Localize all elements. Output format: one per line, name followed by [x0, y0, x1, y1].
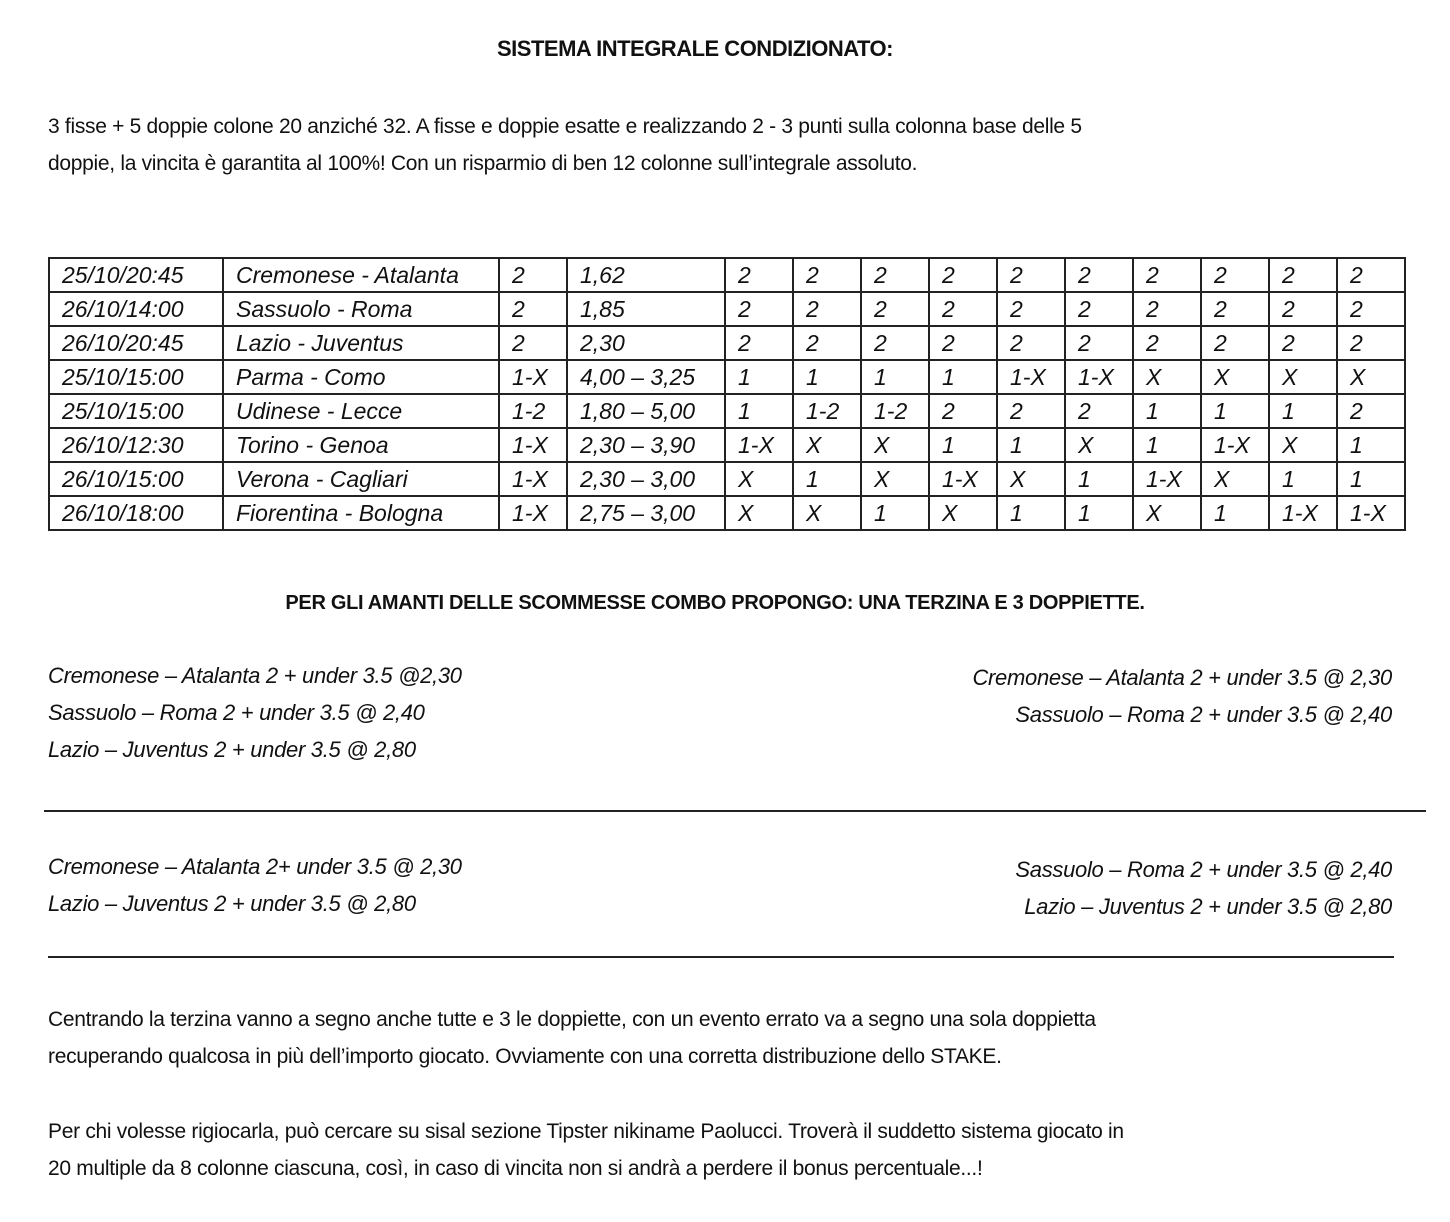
doppietta-3-block: [1015, 851, 1392, 925]
paragraph-line: recuperando qualcosa in più dell’importo giocato. Ovviamente con una corretta distribuzione dello STAKE.: [48, 1045, 1002, 1068]
paragraph-line: 20 multiple da 8 colonne ciascuna, così, in caso di vincita non si andrà a perdere il bonus percentuale...!: [48, 1157, 983, 1180]
system-column-cell: 2: [725, 292, 793, 326]
system-column-cell: 1: [793, 360, 861, 394]
match-name: Udinese - Lecce: [223, 394, 499, 428]
match-name: Parma - Como: [223, 360, 499, 394]
table-row: [49, 462, 1405, 496]
system-column-cell: 2: [1337, 394, 1405, 428]
system-column-cell: 2: [1201, 258, 1269, 292]
system-column-cell: 1: [1065, 496, 1133, 530]
match-pick: 1-2: [499, 394, 567, 428]
match-date: 26/10/18:00: [49, 496, 223, 530]
system-column-cell: 2: [997, 292, 1065, 326]
table-row: [49, 326, 1405, 360]
table-row: [49, 394, 1405, 428]
system-column-cell: 2: [793, 292, 861, 326]
match-date: 26/10/14:00: [49, 292, 223, 326]
system-column-cell: 1-X: [1201, 428, 1269, 462]
match-date: 25/10/20:45: [49, 258, 223, 292]
system-column-cell: X: [1269, 360, 1337, 394]
system-column-cell: 1-2: [793, 394, 861, 428]
system-column-cell: 2: [1269, 292, 1337, 326]
paragraph-line: Per chi volesse rigiocarla, può cercare su sisal sezione Tipster nikiname Paolucci. Troverà il suddetto sistema giocato in: [48, 1120, 1124, 1143]
system-column-cell: X: [1201, 462, 1269, 496]
system-column-cell: 1: [1065, 462, 1133, 496]
combo-line: Cremonese – Atalanta 2+ under 3.5 @ 2,30: [48, 854, 462, 879]
match-date: 26/10/20:45: [49, 326, 223, 360]
system-column-cell: 2: [1337, 258, 1405, 292]
match-name: Fiorentina - Bologna: [223, 496, 499, 530]
system-column-cell: 1: [1269, 394, 1337, 428]
combo-line: Sassuolo – Roma 2 + under 3.5 @ 2,40: [48, 700, 425, 725]
match-odds: 4,00 – 3,25: [567, 360, 725, 394]
paragraph-line: Centrando la terzina vanno a segno anche tutte e 3 le doppiette, con un evento errato va a segno una sola doppietta: [48, 1008, 1096, 1031]
doppietta-2-block: [48, 848, 462, 922]
match-name: Torino - Genoa: [223, 428, 499, 462]
table-row: [49, 258, 1405, 292]
combo-line: Lazio – Juventus 2 + under 3.5 @ 2,80: [48, 891, 416, 916]
system-column-cell: 1: [929, 360, 997, 394]
system-column-cell: X: [1133, 360, 1201, 394]
system-column-cell: 2: [1269, 326, 1337, 360]
document-title: SISTEMA INTEGRALE CONDIZIONATO:: [497, 36, 893, 61]
system-column-cell: 2: [1065, 292, 1133, 326]
system-column-cell: X: [1201, 360, 1269, 394]
divider: [48, 956, 1394, 958]
system-column-cell: 2: [929, 292, 997, 326]
system-column-cell: 1: [997, 428, 1065, 462]
system-column-cell: X: [1269, 428, 1337, 462]
system-column-cell: 1: [725, 360, 793, 394]
match-date: 26/10/12:30: [49, 428, 223, 462]
match-name: Lazio - Juventus: [223, 326, 499, 360]
match-pick: 1-X: [499, 496, 567, 530]
match-odds: 2,75 – 3,00: [567, 496, 725, 530]
system-column-cell: 1: [1337, 462, 1405, 496]
system-column-cell: 2: [725, 326, 793, 360]
combo-title: PER GLI AMANTI DELLE SCOMMESSE COMBO PROPONGO: UNA TERZINA E 3 DOPPIETTE.: [285, 592, 1145, 614]
system-column-cell: 1: [793, 462, 861, 496]
system-column-cell: 1: [929, 428, 997, 462]
system-column-cell: 2: [929, 394, 997, 428]
table-row: [49, 292, 1405, 326]
system-column-cell: X: [725, 496, 793, 530]
system-column-cell: 2: [861, 258, 929, 292]
combo-line: Cremonese – Atalanta 2 + under 3.5 @2,30: [48, 663, 462, 688]
combo-line: Lazio – Juventus 2 + under 3.5 @ 2,80: [1024, 894, 1392, 919]
match-pick: 2: [499, 258, 567, 292]
system-column-cell: 1-2: [861, 394, 929, 428]
system-column-cell: X: [793, 496, 861, 530]
system-column-cell: 2: [1065, 326, 1133, 360]
combo-line: Sassuolo – Roma 2 + under 3.5 @ 2,40: [1015, 702, 1392, 727]
match-odds: 2,30 – 3,90: [567, 428, 725, 462]
system-column-cell: 2: [861, 292, 929, 326]
system-column-cell: X: [793, 428, 861, 462]
system-column-cell: 2: [1201, 292, 1269, 326]
system-column-cell: 2: [997, 258, 1065, 292]
match-odds: 1,80 – 5,00: [567, 394, 725, 428]
match-pick: 1-X: [499, 428, 567, 462]
system-column-cell: 1: [1337, 428, 1405, 462]
table-row: [49, 496, 1405, 530]
system-column-cell: X: [929, 496, 997, 530]
intro-line: 3 fisse + 5 doppie colone 20 anziché 32. A fisse e doppie esatte e realizzando 2 - 3 punti sulla colonna base delle 5: [48, 115, 1082, 138]
system-column-cell: 2: [861, 326, 929, 360]
system-column-cell: 2: [1065, 258, 1133, 292]
table-row: [49, 428, 1405, 462]
system-column-cell: 1: [1269, 462, 1337, 496]
match-pick: 2: [499, 292, 567, 326]
system-column-cell: 2: [793, 326, 861, 360]
match-odds: 2,30 – 3,00: [567, 462, 725, 496]
match-odds: 2,30: [567, 326, 725, 360]
system-column-cell: X: [725, 462, 793, 496]
table-row: [49, 360, 1405, 394]
match-pick: 1-X: [499, 462, 567, 496]
system-column-cell: 2: [1337, 326, 1405, 360]
system-column-cell: 1-X: [1065, 360, 1133, 394]
system-column-cell: 2: [997, 394, 1065, 428]
intro-paragraph: [48, 108, 1398, 182]
system-column-cell: X: [1337, 360, 1405, 394]
system-column-cell: 1-X: [1269, 496, 1337, 530]
system-column-cell: 1: [1201, 496, 1269, 530]
system-column-cell: 1-X: [1133, 462, 1201, 496]
system-column-cell: 2: [1337, 292, 1405, 326]
match-name: Verona - Cagliari: [223, 462, 499, 496]
match-date: 25/10/15:00: [49, 394, 223, 428]
system-column-cell: 1: [861, 496, 929, 530]
system-column-cell: 1-X: [929, 462, 997, 496]
system-column-cell: 2: [929, 258, 997, 292]
explanation-paragraph: [48, 1001, 1428, 1075]
combo-line: Sassuolo – Roma 2 + under 3.5 @ 2,40: [1015, 857, 1392, 882]
system-column-cell: 2: [1133, 326, 1201, 360]
system-column-cell: 1: [1201, 394, 1269, 428]
terzina-block: [48, 657, 462, 768]
system-column-cell: 1: [1133, 428, 1201, 462]
system-column-cell: X: [861, 462, 929, 496]
system-column-cell: 2: [929, 326, 997, 360]
match-pick: 2: [499, 326, 567, 360]
match-date: 26/10/15:00: [49, 462, 223, 496]
system-column-cell: X: [1065, 428, 1133, 462]
system-column-cell: 1-X: [997, 360, 1065, 394]
doppietta-1-block: [972, 659, 1392, 733]
system-column-cell: 1: [861, 360, 929, 394]
combo-line: Lazio – Juventus 2 + under 3.5 @ 2,80: [48, 737, 416, 762]
match-odds: 1,62: [567, 258, 725, 292]
system-column-cell: 2: [1201, 326, 1269, 360]
system-column-cell: 1-X: [1337, 496, 1405, 530]
replay-paragraph: [48, 1113, 1428, 1187]
system-column-cell: 1-X: [725, 428, 793, 462]
match-date: 25/10/15:00: [49, 360, 223, 394]
system-column-cell: X: [1133, 496, 1201, 530]
system-column-cell: 2: [1133, 292, 1201, 326]
match-name: Sassuolo - Roma: [223, 292, 499, 326]
system-column-cell: 2: [1133, 258, 1201, 292]
system-column-cell: 1: [997, 496, 1065, 530]
intro-line: doppie, la vincita è garantita al 100%! Con un risparmio di ben 12 colonne sull’integrale assoluto.: [48, 152, 918, 175]
system-column-cell: 1: [725, 394, 793, 428]
system-table: [48, 257, 1406, 531]
system-column-cell: 2: [1269, 258, 1337, 292]
system-column-cell: 1: [1133, 394, 1201, 428]
system-column-cell: 2: [997, 326, 1065, 360]
combo-line: Cremonese – Atalanta 2 + under 3.5 @ 2,30: [972, 665, 1392, 690]
match-odds: 1,85: [567, 292, 725, 326]
system-column-cell: 2: [1065, 394, 1133, 428]
system-column-cell: 2: [793, 258, 861, 292]
match-name: Cremonese - Atalanta: [223, 258, 499, 292]
system-column-cell: 2: [725, 258, 793, 292]
system-column-cell: X: [861, 428, 929, 462]
divider: [44, 810, 1426, 812]
match-pick: 1-X: [499, 360, 567, 394]
system-column-cell: X: [997, 462, 1065, 496]
